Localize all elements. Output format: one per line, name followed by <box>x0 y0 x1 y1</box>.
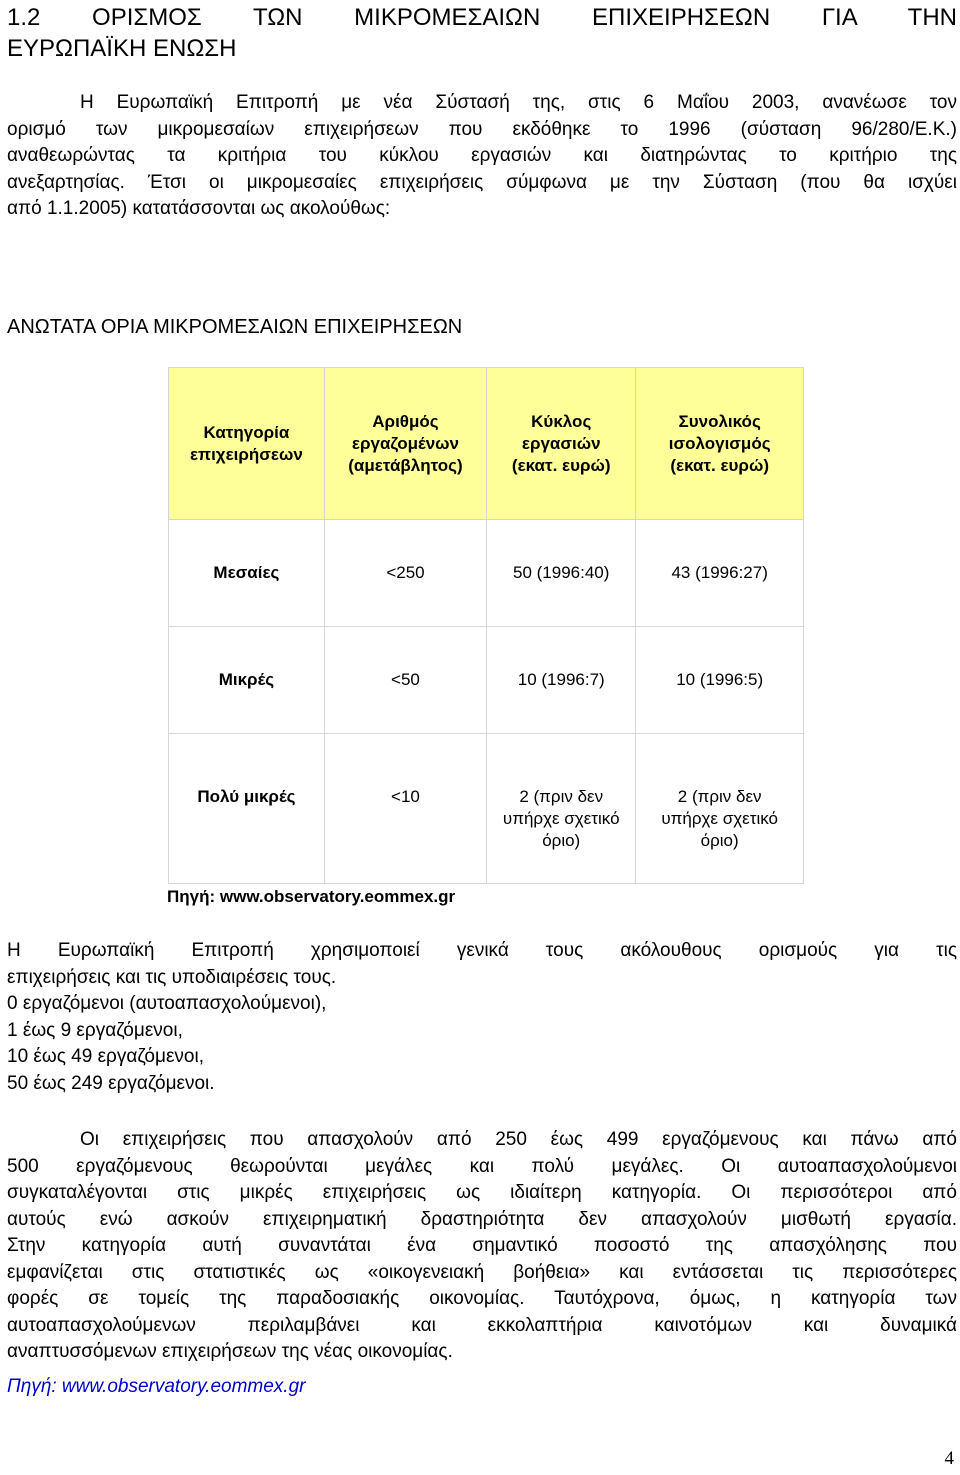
header-category <box>169 368 325 520</box>
paragraph-line: Στην κατηγορία αυτή συναντάται ένα σημαντικό ποσοστό της απασχόλησης που <box>7 1235 957 1256</box>
definition-item: 1 έως 9 εργαζόμενοι, <box>7 1019 183 1041</box>
limits-title: ΑΝΩΤΑΤΑ ΟΡΙΑ ΜΙΚΡΟΜΕΣΑΙΩΝ ΕΠΙΧΕΙΡΗΣΕΩΝ <box>7 316 463 338</box>
header-text: ισολογισμός <box>668 433 771 453</box>
balance-cell <box>636 734 804 884</box>
header-text: (αμετάβλητος) <box>348 455 463 475</box>
cell-text: 10 (1996:7) <box>517 670 605 689</box>
header-employees <box>324 368 486 520</box>
cell-text: όριο) <box>700 831 739 850</box>
table-row <box>169 520 804 627</box>
cell-text: υπήρχε σχετικό <box>661 809 778 828</box>
employees-cell: <10 <box>324 734 486 884</box>
balance-cell <box>636 520 804 627</box>
sme-limits-table <box>168 367 804 884</box>
paragraph-line: αναπτυσσόμενων επιχειρήσεων της νέας οικονομίας. <box>7 1341 453 1362</box>
intro-line: ανεξαρτησίας. Έτσι οι μικρομεσαίες επιχειρήσεις σύμφωνα με την Σύσταση (που θα ισχύει <box>7 171 957 193</box>
category-cell: Πολύ μικρές <box>169 734 325 884</box>
paragraph-line: συγκαταλέγονται στις μικρές επιχειρήσεις ως ιδιαίτερη κατηγορία. Οι περισσότεροι από <box>7 1182 957 1203</box>
paragraph-line: Οι επιχειρήσεις που απασχολούν από 250 έως 499 εργαζόμενους και πάνω από <box>80 1129 957 1150</box>
cell-text: όριο) <box>542 831 581 850</box>
header-text: Συνολικός <box>678 411 761 431</box>
paragraph-line: αυτούς ενώ ασκούν επιχειρηματική δραστηριότητα δεν απασχολούν μισθωτή εργασία. <box>7 1208 957 1230</box>
cell-text: υπήρχε σχετικό <box>502 809 620 828</box>
intro-line: αναθεωρώντας τα κριτήρια του κύκλου εργασιών και διατηρώντας το κριτήριο της <box>7 145 957 166</box>
definition-item: 50 έως 249 εργαζόμενοι. <box>7 1072 215 1094</box>
intro-line: Η Ευρωπαϊκή Επιτροπή με νέα Σύστασή της, στις 6 Μαΐου 2003, ανανέωσε τον <box>80 92 957 113</box>
intro-line: από 1.1.2005) κατατάσσονται ως ακολούθως: <box>7 198 391 219</box>
large-enterprises-paragraph <box>7 1127 957 1366</box>
source-link[interactable]: Πηγή: www.observatory.eommex.gr <box>7 1376 306 1397</box>
section-heading-line-2: ΕΥΡΩΠΑΪΚΗ ΕΝΩΣΗ <box>7 35 237 62</box>
cell-text: 2 (πριν δεν <box>519 787 604 806</box>
table-source: Πηγή: www.observatory.eommex.gr <box>167 887 456 906</box>
table-row <box>169 734 804 884</box>
intro-line: ορισμό των μικρομεσαίων επιχειρήσεων που εκδόθηκε το 1996 (σύσταση 96/280/Ε.Κ.) <box>7 118 957 140</box>
header-balance-sheet <box>636 368 804 520</box>
paragraph-line: φορές σε τομείς της παραδοσιακής οικονομίας. Ταυτόχρονα, όμως, η κατηγορία των <box>7 1288 957 1309</box>
header-text: Αριθμός <box>372 411 439 431</box>
cell-text: 43 (1996:27) <box>671 563 768 582</box>
section-heading <box>7 2 957 64</box>
header-text: (εκατ. ευρώ) <box>511 455 611 475</box>
header-text: (εκατ. ευρώ) <box>670 455 769 475</box>
cell-text: 10 (1996:5) <box>676 670 764 689</box>
page-number: 4 <box>944 1448 954 1469</box>
header-text: εργαζομένων <box>351 433 459 453</box>
definitions-paragraph <box>7 938 957 1097</box>
intro-paragraph <box>7 90 957 223</box>
definition-item: 0 εργαζόμενοι (αυτοαπασχολούμενοι), <box>7 993 327 1014</box>
category-cell: Μικρές <box>169 627 325 734</box>
paragraph-line: επιχειρήσεις και τις υποδιαιρέσεις τους. <box>7 966 337 988</box>
paragraph-line: εμφανίζεται στις στατιστικές ως «οικογενειακή βοήθεια» και εντάσσεται τις περισσότερες <box>7 1261 957 1283</box>
cell-text: 50 (1996:40) <box>513 563 610 582</box>
cell-text: 2 (πριν δεν <box>677 787 762 806</box>
turnover-cell <box>487 520 636 627</box>
turnover-cell <box>487 734 636 884</box>
category-cell: Μεσαίες <box>169 520 325 627</box>
paragraph-line: Η Ευρωπαϊκή Επιτροπή χρησιμοποιεί γενικά τους ακόλουθους ορισμούς για τις <box>7 940 957 961</box>
table-header-row <box>169 368 804 520</box>
paragraph-line: 500 εργαζόμενους θεωρούνται μεγάλες και πολύ μεγάλες. Οι αυτοαπασχολούμενοι <box>7 1155 957 1177</box>
employees-cell: <50 <box>324 627 486 734</box>
balance-cell <box>636 627 804 734</box>
header-text: επιχειρήσεων <box>189 444 303 464</box>
table-row <box>169 627 804 734</box>
header-text: Κατηγορία <box>203 422 290 442</box>
employees-cell: <250 <box>324 520 486 627</box>
paragraph-line: αυτοαπασχολούμενων περιλαμβάνει και εκκολαπτήρια καινοτόμων και δυναμικά <box>7 1314 957 1336</box>
section-heading-line-1: 1.2 ΟΡΙΣΜΟΣ ΤΩΝ ΜΙΚΡΟΜΕΣΑΙΩΝ ΕΠΙΧΕΙΡΗΣΕΩΝ ΓΙΑ ΤΗΝ <box>7 4 957 31</box>
turnover-cell <box>487 627 636 734</box>
header-turnover <box>487 368 636 520</box>
header-text: Κύκλος <box>531 411 592 431</box>
header-text: εργασιών <box>521 433 601 453</box>
definition-item: 10 έως 49 εργαζόμενοι, <box>7 1046 204 1067</box>
